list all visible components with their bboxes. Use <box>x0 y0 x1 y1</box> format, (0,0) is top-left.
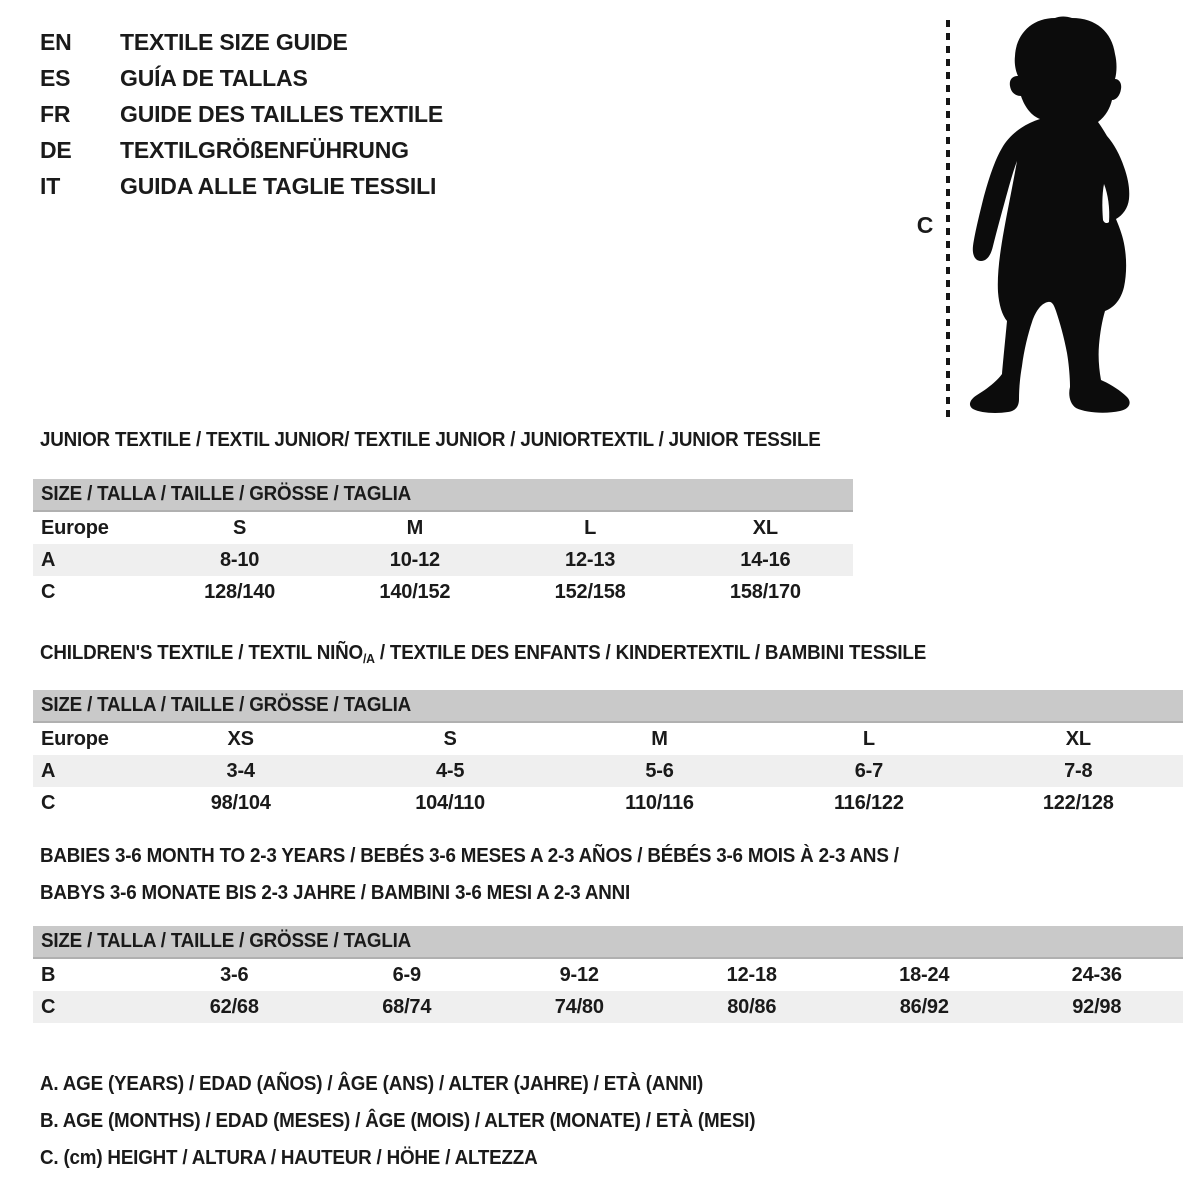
age-cell: 14-16 <box>740 549 791 571</box>
children-section-title: CHILDREN'S TEXTILE / TEXTIL $NIÑO_{/A}$ / TEXTILE DES ENFANTS / KINDERTEXTIL / BAMBINI TESSILE <box>40 642 927 666</box>
language-title: TEXTILGRÖßENFÜHRUNG <box>120 137 409 163</box>
age-cell: 4-5 <box>435 760 465 782</box>
table-row-height-cm <box>33 576 853 608</box>
age-cell: 12-13 <box>565 549 616 571</box>
age-cell: 9-12 <box>559 964 599 986</box>
size-cell: XS <box>227 728 254 750</box>
language-title: GUIDA ALLE TAGLIE TESSILI <box>120 173 437 199</box>
row-label: Europe <box>41 728 109 750</box>
height-cell: 116/122 <box>833 792 904 814</box>
age-cell: 6-9 <box>392 964 421 986</box>
age-cell: 3-4 <box>226 760 255 782</box>
age-cell: 6-7 <box>854 760 884 782</box>
height-cell: 86/92 <box>899 996 949 1018</box>
height-cell: 74/80 <box>554 996 604 1018</box>
height-cell: 68/74 <box>382 996 432 1018</box>
height-cell: 98/104 <box>210 792 271 814</box>
language-row-en <box>40 24 443 60</box>
legend-line-b: B. AGE (MONTHS) / EDAD (MESES) / ÂGE (MOIS) / ALTER (MONATE) / ETÀ (MESI) <box>40 1110 756 1132</box>
height-cell: 104/110 <box>415 792 485 814</box>
language-row-de <box>40 132 443 168</box>
table-row-age-years <box>33 544 853 576</box>
age-cell: 12-18 <box>726 964 777 986</box>
row-label: C <box>41 581 56 603</box>
row-label: C <box>41 792 56 814</box>
table-row-europe <box>33 512 853 544</box>
size-cell: L <box>862 728 875 750</box>
age-cell: 18-24 <box>899 964 950 986</box>
height-cell: 152/158 <box>554 581 626 603</box>
age-cell: 3-6 <box>220 964 249 986</box>
language-code: FR <box>40 101 71 127</box>
row-label: B <box>41 964 56 986</box>
language-row-fr <box>40 96 443 132</box>
table-row-height-cm <box>33 787 1183 819</box>
table-row-age-months <box>33 959 1183 991</box>
row-label: C <box>41 996 56 1018</box>
row-label: A <box>41 760 56 782</box>
babies-size-table <box>33 926 1183 1023</box>
language-code: ES <box>40 65 71 91</box>
babies-section-title-line2: BABYS 3-6 MONATE BIS 2-3 JAHRE / BAMBINI 3-6 MESI A 2-3 ANNI <box>40 882 631 904</box>
language-title: TEXTILE SIZE GUIDE <box>120 29 348 55</box>
size-cell: S <box>233 517 247 539</box>
row-label: A <box>41 549 56 571</box>
height-cell: 110/116 <box>625 792 694 814</box>
height-cell: 140/152 <box>379 581 451 603</box>
height-cell: 158/170 <box>729 581 801 603</box>
babies-section-title-line1: BABIES 3-6 MONTH TO 2-3 YEARS / BEBÉS 3-6 MESES A 2-3 AÑOS / BÉBÉS 3-6 MOIS À 2-3 ANS / <box>40 845 899 867</box>
size-table-header: SIZE / TALLA / TAILLE / GRÖSSE / TAGLIA <box>33 479 853 512</box>
junior-section-title: JUNIOR TEXTILE / TEXTIL JUNIOR/ TEXTILE JUNIOR / JUNIORTEXTIL / JUNIOR TESSILE <box>40 429 821 451</box>
table-row-height-cm <box>33 991 1183 1023</box>
language-title: GUIDE DES TAILLES TEXTILE <box>120 101 443 127</box>
legend-line-a: A. AGE (YEARS) / EDAD (AÑOS) / ÂGE (ANS) / ALTER (JAHRE) / ETÀ (ANNI) <box>40 1073 704 1095</box>
legend-line-c: C. (cm) HEIGHT / ALTURA / HAUTEUR / HÖHE / ALTEZZA <box>40 1147 538 1169</box>
language-code: DE <box>40 137 72 163</box>
height-measure-dashed-line <box>946 20 950 417</box>
nino-a-subscript: /A <box>362 651 375 666</box>
size-cell: L <box>584 517 597 539</box>
height-cell: 80/86 <box>727 996 777 1018</box>
children-size-table <box>33 690 1183 819</box>
language-row-es <box>40 60 443 96</box>
language-title: GUÍA DE TALLAS <box>120 65 308 91</box>
table-row-age-years <box>33 755 1183 787</box>
age-cell: 8-10 <box>220 549 260 571</box>
size-cell: XL <box>1065 728 1091 750</box>
row-label: Europe <box>41 517 109 539</box>
height-cell: 62/68 <box>209 996 259 1018</box>
language-code: EN <box>40 29 72 55</box>
height-cell: 122/128 <box>1042 792 1114 814</box>
language-row-it <box>40 168 443 204</box>
language-title-block <box>40 24 443 204</box>
size-table-header: SIZE / TALLA / TAILLE / GRÖSSE / TAGLIA <box>33 690 1183 723</box>
height-cell: 92/98 <box>1072 996 1122 1018</box>
size-cell: M <box>651 728 668 750</box>
age-cell: 24-36 <box>1071 964 1122 986</box>
age-cell: 7-8 <box>1064 760 1093 782</box>
toddler-silhouette <box>960 12 1150 422</box>
measurement-legend <box>40 1066 801 1177</box>
junior-size-table <box>33 479 853 608</box>
size-cell: XL <box>752 517 778 539</box>
size-cell: S <box>443 728 457 750</box>
size-cell: M <box>406 517 424 539</box>
height-measure-label: C <box>916 212 934 238</box>
table-row-europe <box>33 723 1183 755</box>
age-cell: 5-6 <box>645 760 674 782</box>
height-cell: 128/140 <box>204 581 276 603</box>
age-cell: 10-12 <box>389 549 440 571</box>
language-code: IT <box>40 173 61 199</box>
size-table-header: SIZE / TALLA / TAILLE / GRÖSSE / TAGLIA <box>33 926 1183 959</box>
